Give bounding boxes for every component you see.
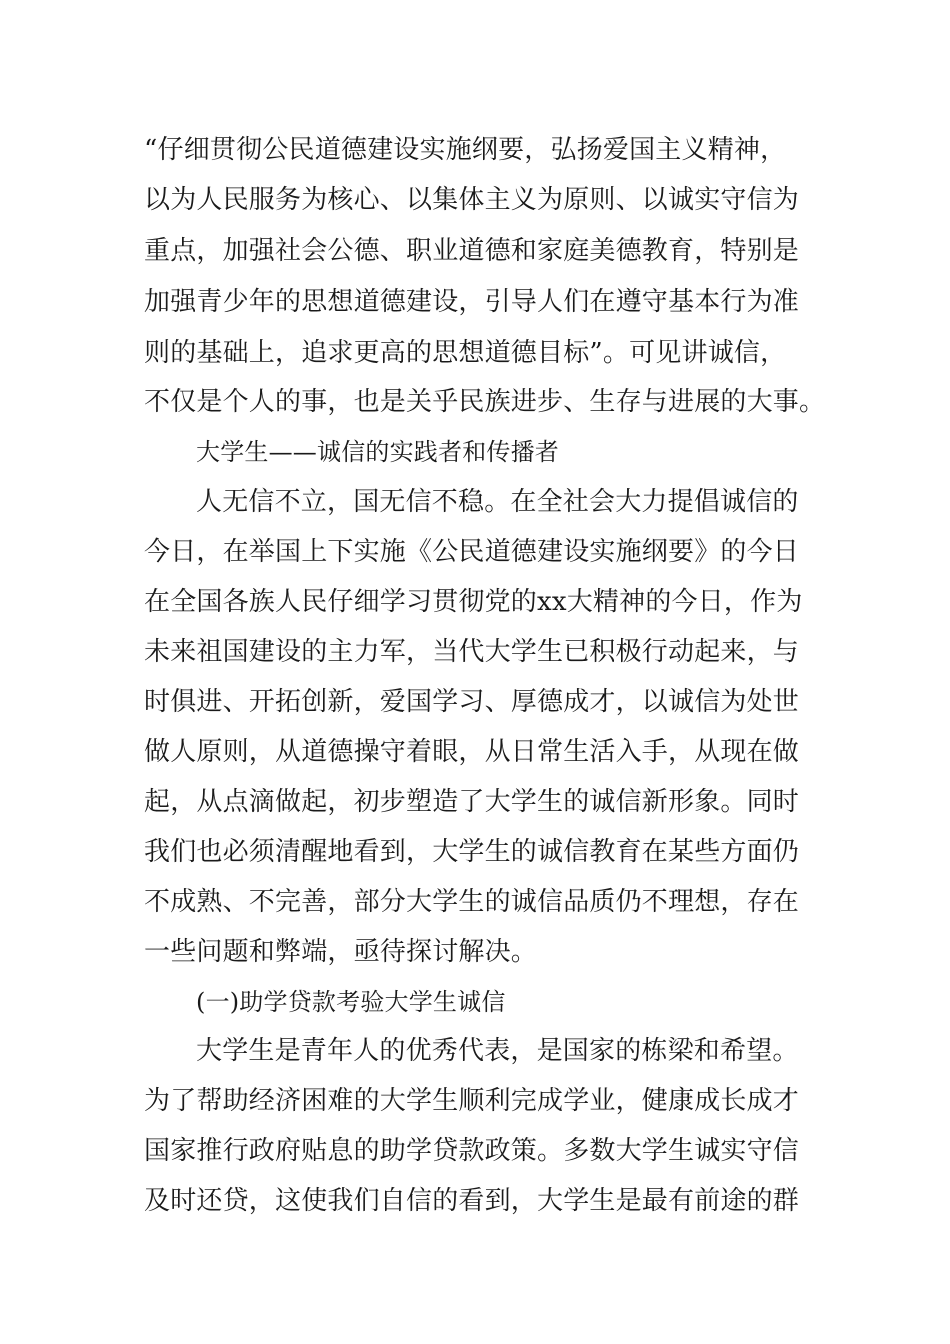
text-line: 人无信不立，国无信不稳。在全社会大力提倡诚信的	[196, 487, 799, 517]
text-line: 时俱进、开拓创新，爱国学习、厚德成才，以诚信为处世	[144, 687, 800, 717]
text-line: 加强青少年的思想道德建设，引导人们在遵守基本行为准	[144, 287, 800, 317]
text-line: “仔细贯彻公民道德建设实施纲要，弘扬爱国主义精神，	[144, 135, 787, 165]
text-line: 未来祖国建设的主力军，当代大学生已积极行动起来，与	[144, 637, 800, 667]
text-line: 国家推行政府贴息的助学贷款政策。多数大学生诚实守信	[144, 1136, 800, 1166]
text-line: 不成熟、不完善，部分大学生的诚信品质仍不理想，存在	[144, 887, 800, 917]
text-line: 则的基础上，追求更高的思想道德目标”。可见讲诚信，	[144, 338, 787, 368]
text-line: 大学生是青年人的优秀代表，是国家的栋梁和希望。	[196, 1036, 799, 1066]
text-line: 为了帮助经济困难的大学生顺利完成学业，健康成长成才	[144, 1086, 800, 1116]
text-line: 今日，在举国上下实施《公民道德建设实施纲要》的今日	[144, 537, 800, 567]
subsection-heading: (一)助学贷款考验大学生诚信	[196, 988, 506, 1016]
text-line: 不仅是个人的事，也是关乎民族进步、生存与进展的大事。	[144, 387, 826, 417]
section-heading: 大学生——诚信的实践者和传播者	[196, 438, 559, 466]
text-line: 在全国各族人民仔细学习贯彻党的xx大精神的今日，作为	[144, 587, 803, 617]
text-line: 我们也必须清醒地看到，大学生的诚信教育在某些方面仍	[144, 837, 800, 867]
text-line: 及时还贷，这使我们自信的看到，大学生是最有前途的群	[144, 1186, 800, 1216]
text-line: 一些问题和弊端，亟待探讨解决。	[144, 937, 538, 967]
text-line: 做人原则，从道德操守着眼，从日常生活入手，从现在做	[144, 737, 800, 767]
text-line: 以为人民服务为核心、以集体主义为原则、以诚实守信为	[144, 185, 800, 215]
text-line: 重点，加强社会公德、职业道德和家庭美德教育，特别是	[144, 236, 800, 266]
text-line: 起，从点滴做起，初步塑造了大学生的诚信新形象。同时	[144, 787, 800, 817]
